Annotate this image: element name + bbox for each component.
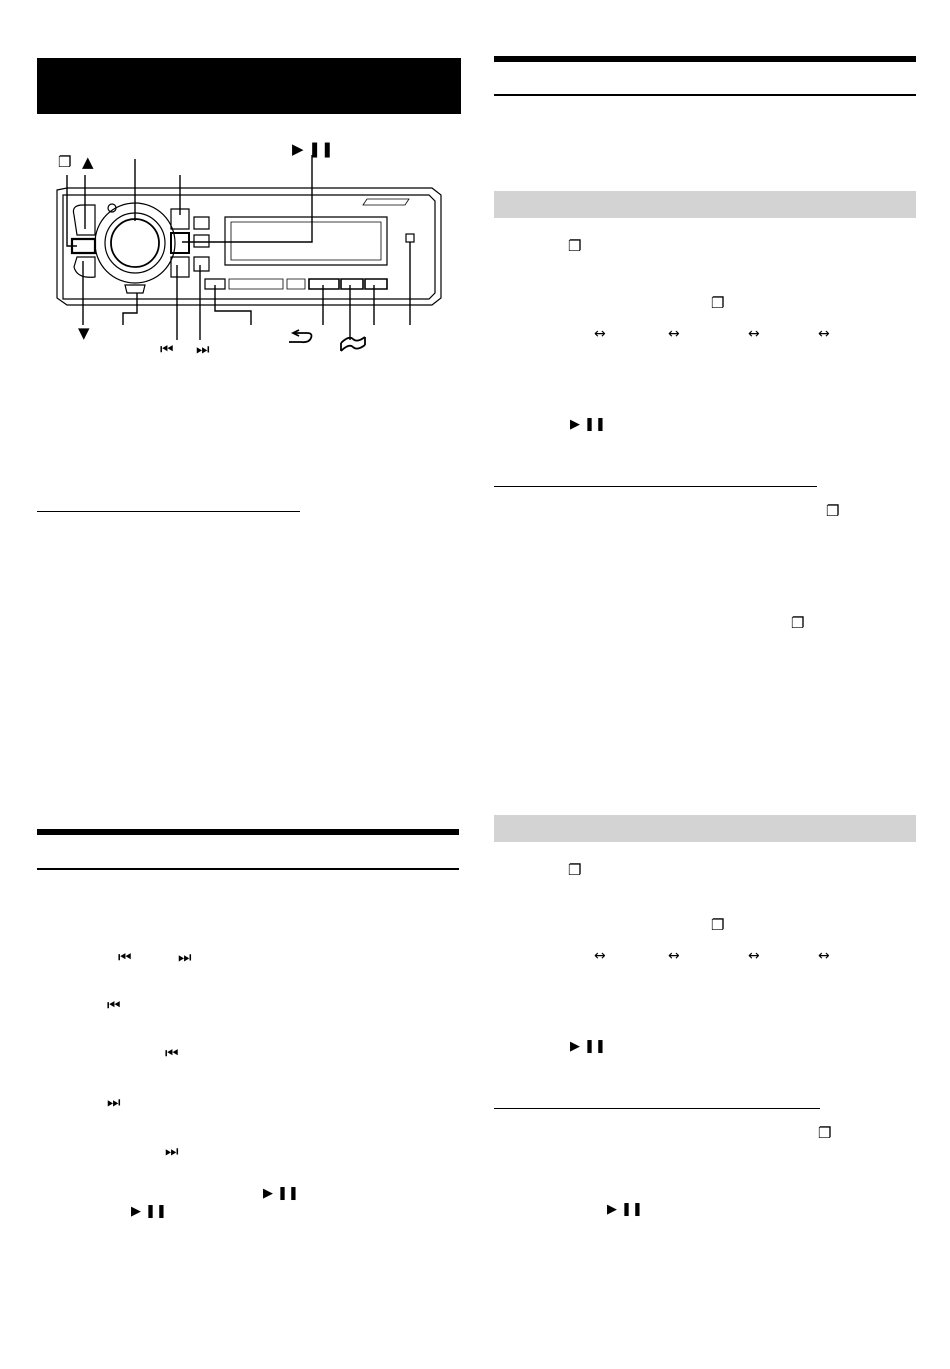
page-icon: ❐ [818, 1124, 832, 1142]
left-section-bar-thick [37, 829, 459, 835]
double-arrow-icon: ↔ [668, 948, 680, 964]
play-pause-icon: ▶ ❚❚ [131, 1204, 167, 1219]
next-icon: ⏭ [165, 1142, 179, 1160]
play-pause-icon: ▶ ❚❚ [292, 140, 334, 158]
right-section-bar-thin [494, 94, 916, 96]
double-arrow-icon: ↔ [594, 948, 606, 964]
page-icon: ❐ [58, 153, 72, 171]
page-icon: ❐ [568, 861, 582, 879]
left-section-bar-thin [37, 868, 459, 870]
double-arrow-icon: ↔ [594, 326, 606, 342]
play-pause-icon: ▶ ❚❚ [570, 1039, 606, 1054]
page-icon: ❐ [711, 294, 725, 312]
play-pause-icon: ▶ ❚❚ [570, 417, 606, 432]
next-icon: ⏭ [178, 948, 192, 966]
double-arrow-icon: ↔ [818, 326, 830, 342]
double-arrow-icon: ↔ [818, 948, 830, 964]
double-arrow-icon: ↔ [748, 948, 760, 964]
shuffle-icon [341, 337, 365, 351]
page-icon: ❐ [568, 237, 582, 255]
left-title-bar [37, 58, 461, 114]
right-subheading-rule-1 [494, 486, 817, 487]
repeat-icon [289, 330, 312, 342]
right-subheading-rule-2 [494, 1108, 820, 1109]
play-pause-icon: ▶ ❚❚ [607, 1202, 643, 1217]
prev-icon: ⏮ [160, 340, 174, 358]
page-icon: ❐ [826, 502, 840, 520]
next-icon: ⏭ [196, 340, 210, 358]
head-unit-diagram [37, 135, 467, 370]
left-subheading-rule [37, 511, 300, 512]
up-icon: ▲ [82, 153, 94, 171]
section-band-1 [494, 191, 916, 218]
down-icon: ▼ [78, 324, 90, 342]
section-band-2 [494, 815, 916, 842]
double-arrow-icon: ↔ [748, 326, 760, 342]
next-icon: ⏭ [107, 1093, 121, 1111]
play-pause-icon: ▶ ❚❚ [263, 1186, 299, 1201]
page-icon: ❐ [711, 916, 725, 934]
double-arrow-icon: ↔ [668, 326, 680, 342]
prev-icon: ⏮ [118, 948, 132, 966]
prev-icon: ⏮ [107, 996, 121, 1014]
right-section-bar-thick [494, 56, 916, 62]
prev-icon: ⏮ [165, 1044, 179, 1062]
page-icon: ❐ [791, 614, 805, 632]
